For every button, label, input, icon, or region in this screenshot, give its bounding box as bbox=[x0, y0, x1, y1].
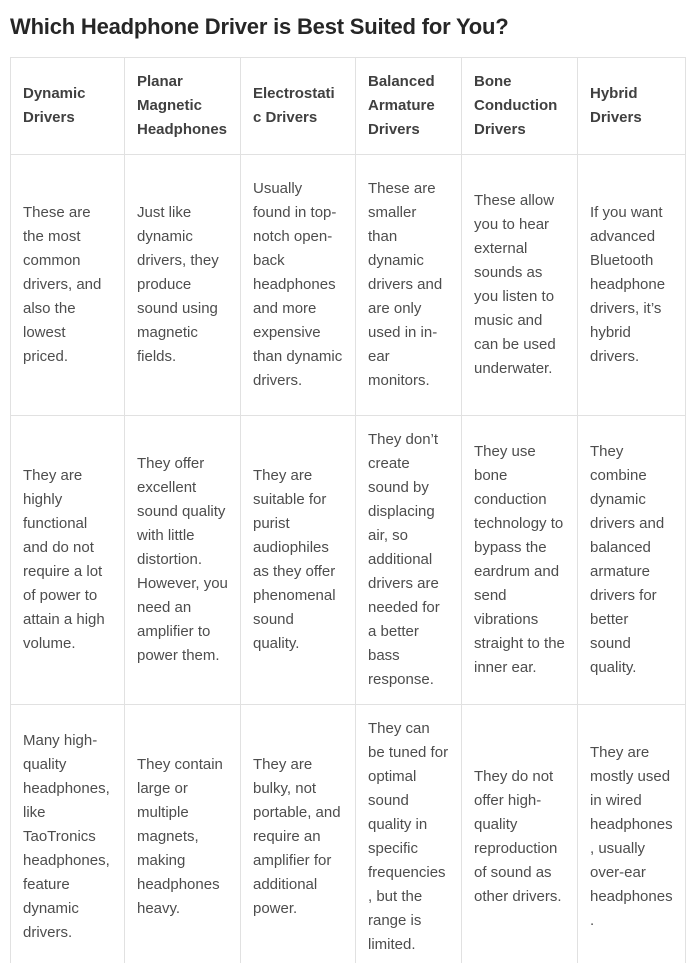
header-cell-balanced-armature: Balanced Armature Drivers bbox=[356, 58, 462, 155]
cell-r3-c2: They contain large or multiple magnets, making headphones heavy. bbox=[125, 705, 241, 963]
page-title: Which Headphone Driver is Best Suited for You? bbox=[10, 14, 509, 39]
cell-r1-c3: Usually found in top-notch open-back headphones and more expensive than dynamic drivers. bbox=[241, 155, 356, 416]
header-cell-planar-magnetic: Planar Magnetic Headphones bbox=[125, 58, 241, 155]
cell-r2-c1: They are highly functional and do not require a lot of power to attain a high volume. bbox=[11, 416, 125, 705]
cell-r2-c4: They don’t create sound by displacing air, so additional drivers are needed for a better bass response. bbox=[356, 416, 462, 705]
cell-r2-c3: They are suitable for purist audiophiles as they offer phenomenal sound quality. bbox=[241, 416, 356, 705]
cell-r1-c6: If you want advanced Bluetooth headphone drivers, it’s hybrid drivers. bbox=[578, 155, 686, 416]
cell-r3-c1: Many high-quality headphones, like TaoTronics headphones, feature dynamic drivers. bbox=[11, 705, 125, 963]
cell-r3-c3: They are bulky, not portable, and require an amplifier for additional power. bbox=[241, 705, 356, 963]
header-cell-electrostatic-drivers: Electrostatic Drivers bbox=[241, 58, 356, 155]
table-row bbox=[11, 705, 686, 963]
cell-r3-c6: They are mostly used in wired headphones, usually over-ear headphones. bbox=[578, 705, 686, 963]
header-cell-hybrid-drivers: Hybrid Drivers bbox=[578, 58, 686, 155]
cell-r2-c2: They offer excellent sound quality with little distortion. However, you need an amplifier to power them. bbox=[125, 416, 241, 705]
cell-r2-c5: They use bone conduction technology to bypass the eardrum and send vibrations straight to the inner ear. bbox=[462, 416, 578, 705]
table-row bbox=[11, 155, 686, 416]
table-header-row bbox=[11, 58, 686, 155]
cell-r1-c4: These are smaller than dynamic drivers and are only used in in-ear monitors. bbox=[356, 155, 462, 416]
cell-r1-c2: Just like dynamic drivers, they produce sound using magnetic fields. bbox=[125, 155, 241, 416]
headphone-driver-comparison-table bbox=[10, 57, 686, 963]
cell-r3-c4: They can be tuned for optimal sound quality in specific frequencies, but the range is limited. bbox=[356, 705, 462, 963]
cell-r1-c1: These are the most common drivers, and also the lowest priced. bbox=[11, 155, 125, 416]
cell-r1-c5: These allow you to hear external sounds as you listen to music and can be used underwater. bbox=[462, 155, 578, 416]
table-row bbox=[11, 416, 686, 705]
cell-r3-c5: They do not offer high-quality reproduction of sound as other drivers. bbox=[462, 705, 578, 963]
cell-r2-c6: They combine dynamic drivers and balanced armature drivers for better sound quality. bbox=[578, 416, 686, 705]
header-cell-bone-conduction: Bone Conduction Drivers bbox=[462, 58, 578, 155]
header-cell-dynamic-drivers: Dynamic Drivers bbox=[11, 58, 125, 155]
